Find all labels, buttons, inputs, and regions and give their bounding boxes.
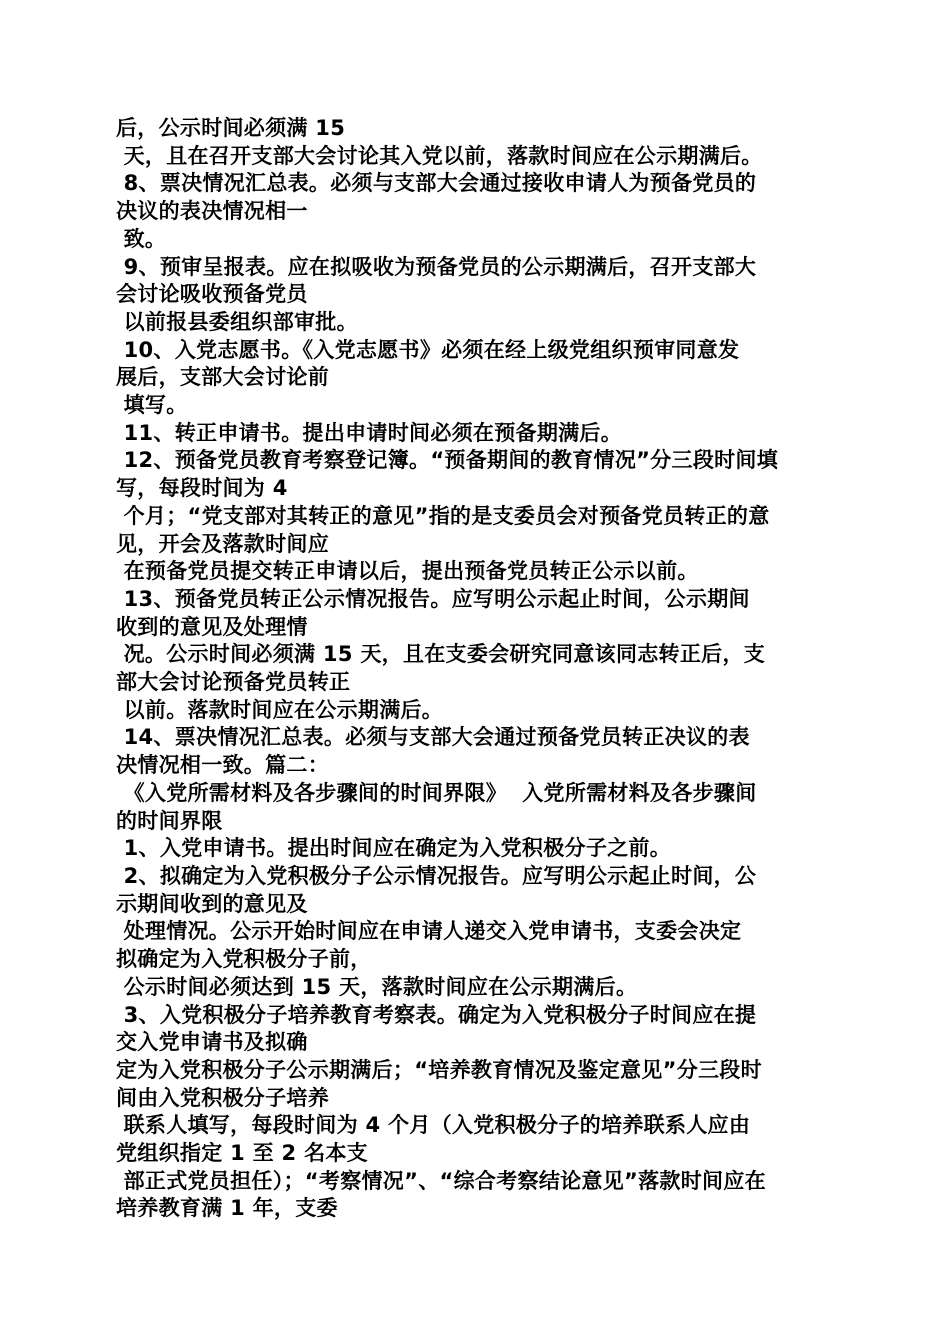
text-line: 《入党所需材料及各步骤间的时间界限》 入党所需材料及各步骤间 (116, 780, 757, 805)
text-line: 13、预备党员转正公示情况报告。应写明公示起止时间，公示期间 (116, 586, 750, 611)
text-line: 联系人填写，每段时间为 4 个月（入党积极分子的培养联系人应由 (116, 1113, 751, 1138)
text-line: 1、入党申请书。提出时间应在确定为入党积极分子之前。 (116, 836, 672, 861)
text-line: 间由入党积极分子培养 (116, 1085, 329, 1110)
text-line: 培养教育满 1 年，支委 (116, 1196, 338, 1221)
text-line: 党组织指定 1 至 2 名本支 (116, 1141, 368, 1166)
text-line: 的时间界限 (116, 808, 223, 833)
text-line: 处理情况。公示开始时间应在申请人递交入党申请书，支委会决定 (116, 919, 742, 944)
text-line: 部正式党员担任）；“考察情况”、“综合考察结论意见”落款时间应在 (116, 1168, 766, 1193)
text-line: 在预备党员提交转正申请以后，提出预备党员转正公示以前。 (116, 559, 699, 584)
text-line: 以前。落款时间应在公示期满后。 (116, 697, 444, 722)
text-line: 致。 (116, 226, 167, 251)
text-line: 11、转正申请书。提出申请时间必须在预备期满后。 (116, 420, 623, 445)
text-line: 决情况相一致。篇二： (116, 753, 329, 778)
text-line: 10、入党志愿书。《入党志愿书》必须在经上级党组织预审同意发 (116, 337, 740, 362)
text-line: 9、预审呈报表。应在拟吸收为预备党员的公示期满后，召开支部大 (116, 254, 757, 279)
text-line: 2、拟确定为入党积极分子公示情况报告。应写明公示起止时间，公 (116, 863, 757, 888)
text-line: 拟确定为入党积极分子前， (116, 947, 372, 972)
text-line: 展后，支部大会讨论前 (116, 365, 329, 390)
text-line: 会讨论吸收预备党员 (116, 282, 308, 307)
text-line: 况。公示时间必须满 15 天，且在支委会研究同意该同志转正后，支 (116, 642, 766, 667)
text-line: 部大会讨论预备党员转正 (116, 670, 351, 695)
text-line: 后，公示时间必须满 15 (116, 116, 346, 140)
text-line: 示期间收到的意见及 (116, 891, 308, 916)
text-line: 填写。 (116, 393, 188, 418)
text-line: 公示时间必须达到 15 天，落款时间应在公示期满后。 (116, 974, 638, 999)
text-line: 12、预备党员教育考察登记簿。“预备期间的教育情况”分三段时间填 (116, 448, 779, 473)
text-line: 8、票决情况汇总表。必须与支部大会通过接收申请人为预备党员的 (116, 171, 757, 196)
text-line: 14、票决情况汇总表。必须与支部大会通过预备党员转正决议的表 (116, 725, 750, 750)
text-line: 3、入党积极分子培养教育考察表。确定为入党积极分子时间应在提 (116, 1002, 757, 1027)
text-line: 写，每段时间为 4 (116, 476, 288, 501)
document-body (116, 115, 836, 1223)
text-line: 天，且在召开支部大会讨论其入党以前，落款时间应在公示期满后。 (116, 143, 763, 168)
text-line: 收到的意见及处理情 (116, 614, 308, 639)
text-line: 个月；“党支部对其转正的意见”指的是支委员会对预备党员转正的意 (116, 503, 770, 528)
text-line: 交入党申请书及拟确 (116, 1030, 308, 1055)
text-line: 见，开会及落款时间应 (116, 531, 329, 556)
text-line: 决议的表决情况相一 (116, 199, 308, 224)
text-line: 以前报县委组织部审批。 (116, 309, 358, 334)
text-line: 定为入党积极分子公示期满后；“培养教育情况及鉴定意见”分三段时 (116, 1057, 762, 1082)
